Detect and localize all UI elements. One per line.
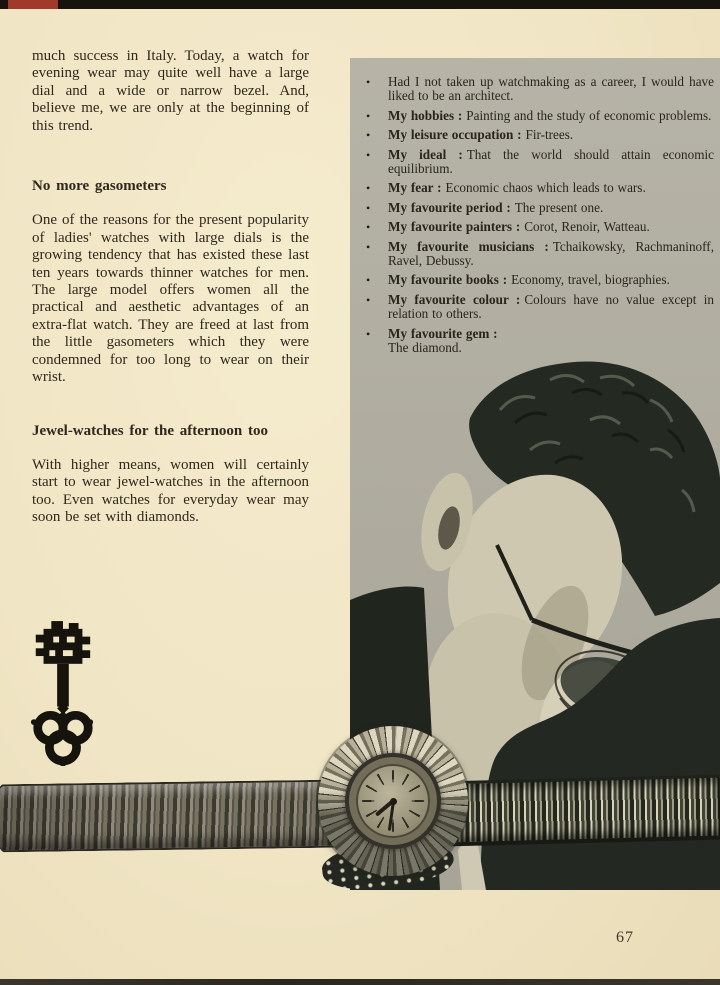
- top-bar-red-accent: [8, 0, 58, 9]
- list-item: • My favourite books : Economy, travel, biographies.: [366, 272, 670, 288]
- bullet-icon: •: [366, 220, 371, 235]
- bullet-icon: •: [366, 181, 371, 196]
- bullet-icon: •: [366, 75, 371, 89]
- bullet-icon: •: [366, 273, 371, 288]
- bullet-icon: •: [366, 200, 371, 215]
- watch-dial: [356, 764, 430, 838]
- article-paragraph: With higher means, women will certainly start to wear jewel-watches in the afternoon too. Even watches for everyday wear may soon be set with diamonds.: [32, 456, 309, 526]
- list-item: • Had I not taken up watchmaking as a career, I would have liked to be an architect.: [366, 74, 714, 104]
- profile-list: [350, 58, 720, 356]
- article-paragraph: One of the reasons for the present popularity of ladies' watches with large dials is the growing tendency that has existed these last ten years towards thinner watches for men. The large model offers women all the practical and aesthetic advantages of an extra-flat watch. They are freed at last from the little gasometers which they were condemned for too long to wear on their wrist.: [32, 212, 309, 386]
- fabric-watch-band: [0, 780, 338, 853]
- article-column: [32, 48, 309, 527]
- list-item: • My fear : Economic chaos which leads to wars.: [366, 180, 646, 196]
- list-item: • My favourite colour : Colours have no value except in relation to others.: [366, 291, 715, 322]
- antique-key-ornament-icon: [28, 618, 96, 766]
- dial-center-dot: [390, 798, 397, 805]
- list-item: • My favourite painters : Corot, Renoir, Watteau.: [366, 219, 650, 235]
- list-item: • My leisure occupation : Fir-trees.: [366, 127, 574, 143]
- list-item: • My hobbies : Painting and the study of economic problems.: [366, 107, 712, 123]
- bottom-press-bar: [0, 979, 720, 985]
- diamond-sunburst-watch: [318, 726, 468, 876]
- bullet-icon: •: [366, 292, 371, 307]
- top-press-bar: [0, 0, 720, 9]
- section-heading: Jewel-watches for the afternoon too: [32, 422, 268, 439]
- bullet-icon: •: [366, 147, 371, 162]
- list-item: • My favourite gem : The diamond.: [366, 325, 498, 356]
- bullet-icon: •: [366, 108, 371, 123]
- bullet-icon: •: [366, 239, 371, 254]
- jewelled-bracelet-band: [446, 775, 720, 847]
- page-number: 67: [616, 929, 634, 946]
- bullet-icon: •: [366, 326, 371, 341]
- list-item: • My favourite musicians : Tchaikowsky, Rachmaninoff, Ravel, Debussy.: [366, 238, 714, 269]
- list-item: • My ideal : That the world should attain economic equilibrium.: [366, 146, 714, 177]
- section-heading: No more gasometers: [32, 178, 167, 195]
- list-item: • My favourite period : The present one.: [366, 199, 604, 215]
- article-paragraph: much success in Italy. Today, a watch for evening wear may quite well have a large dial and a wide or narrow bezel. And, believe me, we are only at the beginning of this trend.: [32, 48, 309, 134]
- bullet-icon: •: [366, 128, 371, 143]
